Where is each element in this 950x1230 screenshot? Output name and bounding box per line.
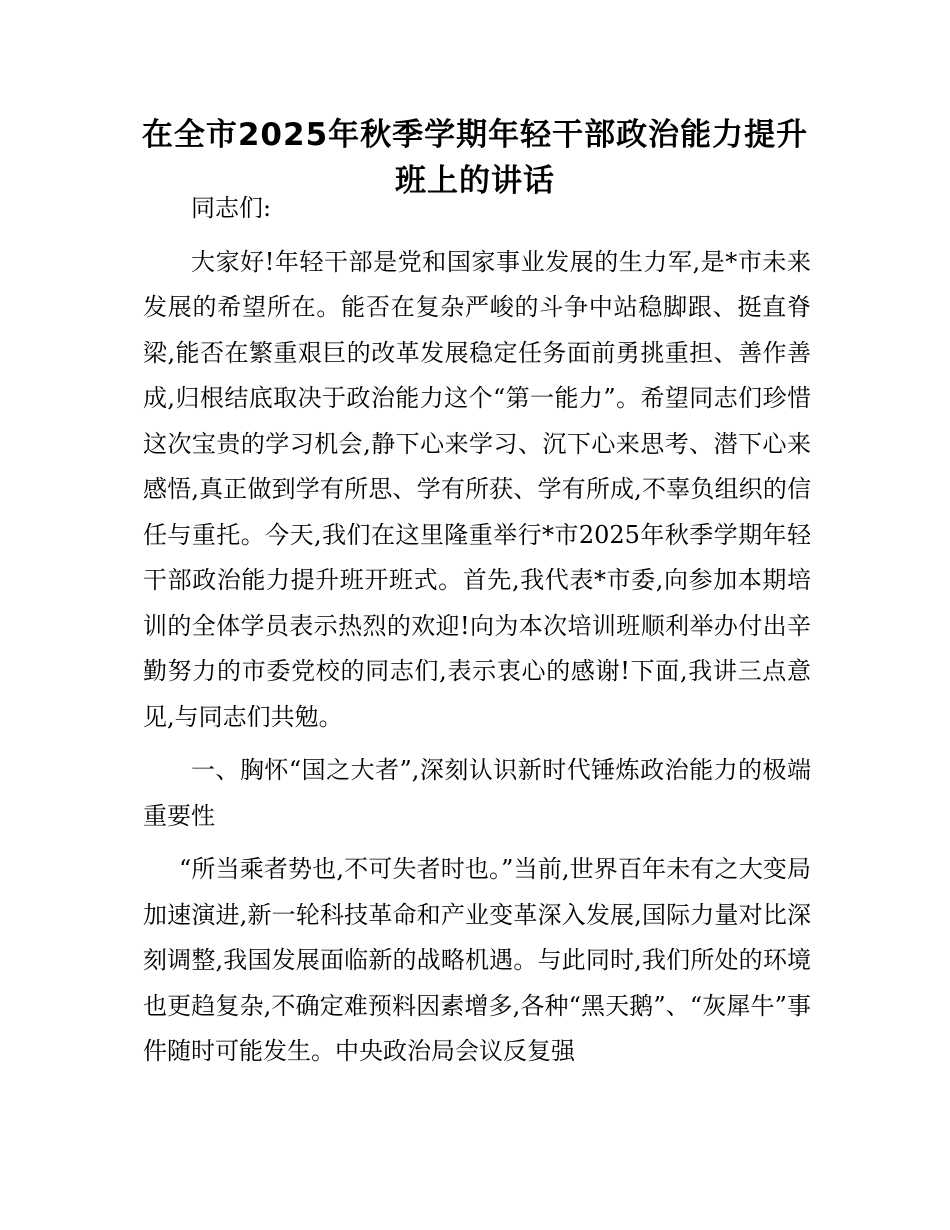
salutation: 同志们:	[191, 194, 272, 222]
document-body	[143, 186, 811, 1083]
title-line-2: 班上的讲话	[395, 163, 555, 199]
title-line-1: 在全市2025年秋季学期年轻干部政治能力提升	[141, 117, 809, 153]
paragraph-intro: 大家好!年轻干部是党和国家事业发展的生力军,是*市未来发展的希望所在。能否在复杂严峻的斗争中站稳脚跟、挺直脊梁,能否在繁重艰巨的改革发展稳定任务面前勇挑重担、善作善成,归根结底取决于政治能力这个“第一能力”。希望同志们珍惜这次宝贵的学习机会,静下心来学习、沉下心来思考、潜下心来感悟,真正做到学有所思、学有所获、学有所成,不辜负组织的信任与重托。今天,我们在这里隆重举行*市2025年秋季学期年轻干部政治能力提升班开班式。首先,我代表*市委,向参加本期培训的全体学员表示热烈的欢迎!向为本次培训班顺利举办付出辛勤努力的市委党校的同志们,表示衷心的感谢!下面,我讲三点意见,与同志们共勉。	[143, 247, 811, 731]
section-heading-1: 一、胸怀“国之大者”,深刻认识新时代锤炼政治能力的极端重要性	[143, 756, 811, 830]
paragraph-section-1: “所当乘者势也,不可失者时也。”当前,世界百年未有之大变局加速演进,新一轮科技革命和产业变革深入发展,国际力量对比深刻调整,我国发展面临新的战略机遇。与此同时,我们所处的环境也更趋复杂,不确定难预料因素增多,各种“黑天鹅”、“灰犀牛”事件随时可能发生。中央政治局会议反复强	[143, 855, 811, 1065]
